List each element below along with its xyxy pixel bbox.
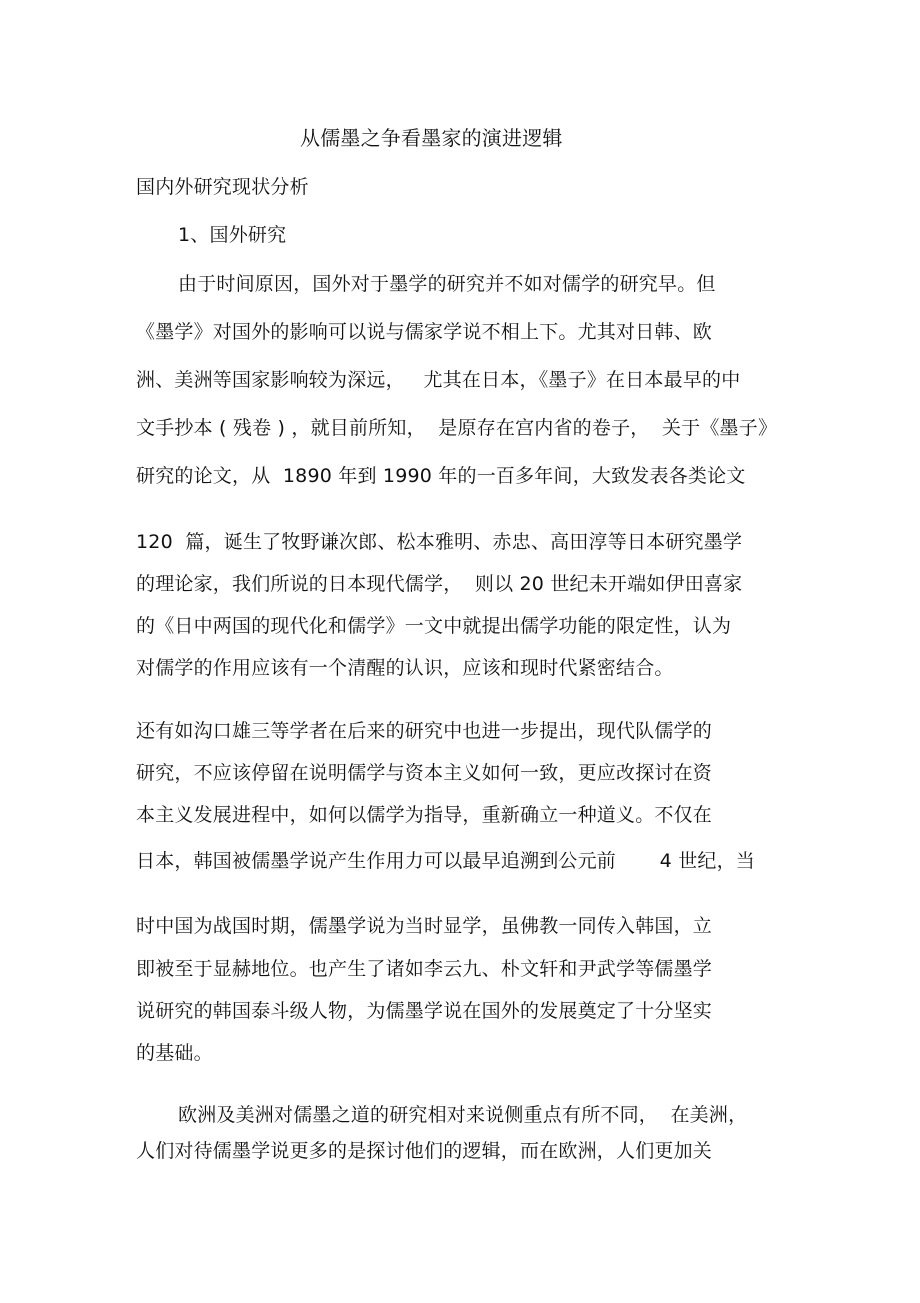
text-line: 研究，不应该停留在说明儒学与资本主义如何一致，更应改探讨在资 [136, 762, 713, 784]
section-heading: 国内外研究现状分析 [136, 176, 309, 198]
subsection-heading: 1、国外研究 [178, 224, 287, 246]
text-line: 说研究的韩国泰斗级人物，为儒墨学说在国外的发展奠定了十分坚实 [136, 1000, 713, 1022]
text-line: 对儒学的作用应该有一个清醒的认识，应该和现时代紧密结合。 [136, 657, 674, 679]
text-line: 日本，韩国被儒墨学说产生作用力可以最早追溯到公元前 4 世纪，当 [136, 850, 756, 872]
text-line: 文手抄本 ( 残卷 ) ，就目前所知， 是原存在宫内省的卷子， 关于《墨子》 [136, 417, 778, 439]
text-line: 120 篇，诞生了牧野谦次郎、松本雅明、赤忠、高田淳等日本研究墨学 [136, 531, 743, 553]
text-line: 时中国为战国时期，儒墨学说为当时显学，虽佛教一同传入韩国，立 [136, 915, 713, 937]
text-line: 欧洲及美洲对儒墨之道的研究相对来说侧重点有所不同， 在美洲， [178, 1104, 748, 1126]
text-line: 《墨学》对国外的影响可以说与儒家学说不相上下。尤其对日韩、欧 [136, 321, 713, 343]
text-line: 的理论家，我们所说的日本现代儒学， 则以 20 世纪未开端如伊田喜家 [136, 573, 743, 595]
text-line: 研究的论文，从 1890 年到 1990 年的一百多年间，大致发表各类论文 [136, 465, 746, 487]
document-title: 从儒墨之争看墨家的演进逻辑 [300, 126, 563, 150]
text-line: 洲、美洲等国家影响较为深远， 尤其在日本，《墨子》在日本最早的中 [136, 369, 741, 391]
text-line: 由于时间原因，国外对于墨学的研究并不如对儒学的研究早。但 [178, 273, 716, 295]
text-line: 的《日中两国的现代化和儒学》一文中就提出儒学功能的限定性，认为 [136, 615, 732, 637]
text-line: 的基础。 [136, 1042, 213, 1064]
text-line: 还有如沟口雄三等学者在后来的研究中也进一步提出，现代队儒学的 [136, 720, 713, 742]
text-line: 本主义发展进程中，如何以儒学为指导，重新确立一种道义。不仅在 [136, 804, 713, 826]
text-line: 人们对待儒墨学说更多的是探讨他们的逻辑，而在欧洲，人们更加关 [136, 1140, 713, 1162]
text-line: 即被至于显赫地位。也产生了诸如李云九、朴文轩和尹武学等儒墨学 [136, 958, 713, 980]
